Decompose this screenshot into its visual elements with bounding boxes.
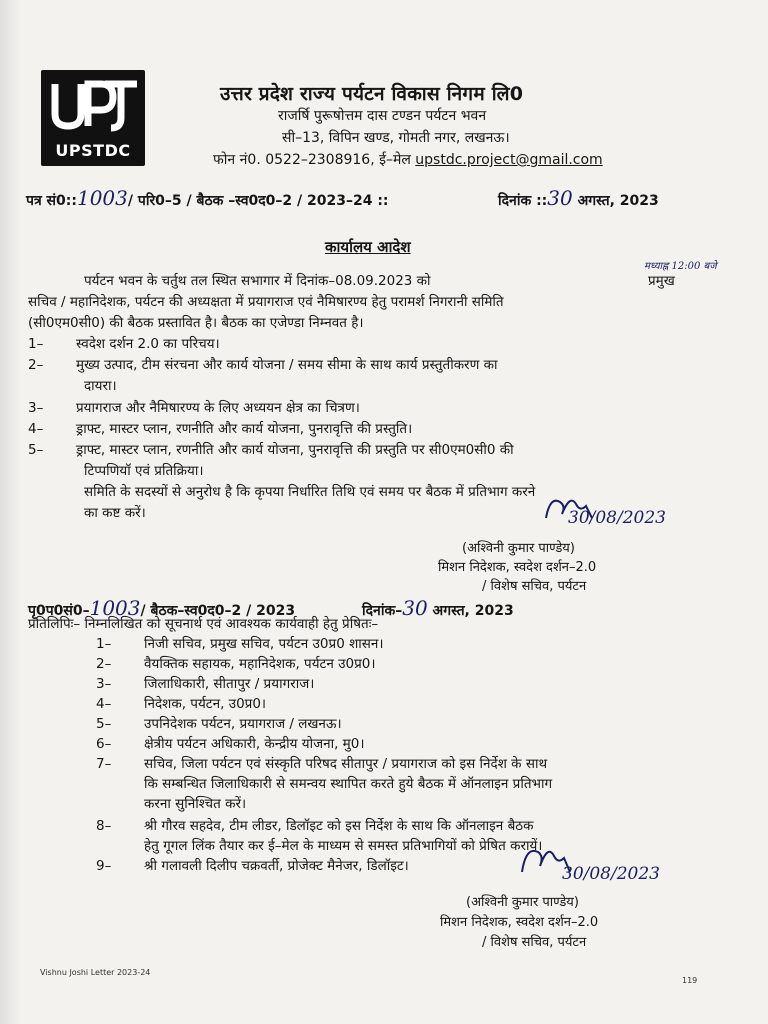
email-link[interactable]: upstdc.project@gmail.com [415, 152, 603, 168]
signature-2-designation: मिशन निदेशक, स्वदेश दर्शन–2.0 [440, 915, 599, 930]
recipient-item: 2– वैयक्तिक सहायक, महानिदेशक, पर्यटन उ0प्र0। [96, 656, 376, 672]
page-number: 119 [682, 976, 698, 985]
intro-line-1-end: प्रमुख [648, 273, 675, 289]
building-name: राजर्षि पुरूषोत्तम दास टण्डन पर्यटन भवन [278, 108, 487, 124]
request-line-2: का कष्ट करें। [84, 505, 146, 521]
ref-suffix: / परि0–5 / बैठक –स्व0द0–2 / 2023–24 :: [127, 193, 389, 209]
signature-1-name: (अश्विनी कुमार पाण्डेय) [462, 541, 575, 556]
recipient-item: 5– उपनिदेशक पर्यटन, प्रयागराज / लखनऊ। [96, 716, 342, 732]
agenda-item: 5– ड्राफ्ट, मास्टर प्लान, रणनीति और कार्य योजना, पुनरावृत्ति की प्रस्तुति पर सी0एम0सी0 की [28, 442, 514, 458]
agenda-item: 4– ड्राफ्ट, मास्टर प्लान, रणनीति और कार्य योजना, पुनरावृत्ति की प्रस्तुति। [28, 421, 413, 437]
copy-reference-line: पृ0प0सं0–1003/ बैठक–स्व0द0–2 / 2023 [28, 596, 296, 620]
footer-note: Vishnu Joshi Letter 2023-24 [40, 968, 151, 977]
copy-ref-number-handwritten: 1003 [89, 596, 141, 620]
office-order-title: कार्यालय आदेश [325, 238, 411, 256]
scan-edge-shadow [0, 0, 22, 1024]
intro-line-2: सचिव / महानिदेशक, पर्यटन की अध्यक्षता में प्रयागराज एवं नैमिषारण्य हेतु परामर्श निगरानी समिति [28, 294, 504, 310]
phone-label: फोन नं0. 0522–2308916, ई–मेल [213, 152, 416, 168]
copy-reference-date: दिनांक–30 अगस्त, 2023 [362, 596, 514, 620]
signature-1-title: / विशेष सचिव, पर्यटन [482, 579, 587, 594]
ref-number-handwritten: 1003 [76, 186, 128, 210]
address: सी–13, विपिन खण्ड, गोमती नगर, लखनऊ। [282, 130, 510, 146]
recipient-item: 7– सचिव, जिला पर्यटन एवं संस्कृति परिषद सीतापुर / प्रयागराज को इस निर्देश के साथ [96, 756, 548, 772]
upt-monogram-icon [41, 70, 145, 140]
ref-date-suffix: अगस्त, 2023 [572, 193, 659, 209]
ref-date-day-handwritten: 30 [547, 186, 573, 210]
recipient-item-cont: हेतु गूगल लिंक तैयार कर ई–मेल के माध्यम से समस्त प्रतिभागियों को प्रेषित करायें। [144, 838, 543, 854]
recipient-item: 1– निजी सचिव, प्रमुख सचिव, पर्यटन उ0प्र0 शासन। [96, 636, 384, 652]
agenda-item-cont: दायरा। [84, 378, 117, 394]
signature-2-name: (अश्विनी कुमार पाण्डेय) [466, 895, 579, 910]
handwritten-time: मध्याह्न 12:00 बजे [644, 261, 717, 272]
reference-date [498, 186, 659, 210]
recipient-item: 9– श्री गलावली दिलीप चक्रवर्ती, प्रोजेक्ट मैनेजर, डिलॉइट। [96, 858, 409, 874]
agenda-item: 1– स्वदेश दर्शन 2.0 का परिचय। [28, 336, 220, 352]
recipient-item-cont: करना सुनिश्चित करें। [144, 796, 247, 812]
signature-1-date: 30/08/2023 [568, 508, 666, 528]
recipient-item: 3– जिलाधिकारी, सीतापुर / प्रयागराज। [96, 676, 315, 692]
upstdc-logo [41, 70, 145, 166]
intro-line-3: (सी0एम0सी0) की बैठक प्रस्तावित है। बैठक का एजेण्डा निम्नवत है। [28, 315, 364, 331]
intro-line-1: पर्यटन भवन के चर्तुथ तल स्थित सभागार में दिनांक–08.09.2023 को [84, 273, 431, 289]
recipient-item: 6– क्षेत्रीय पर्यटन अधिकारी, केन्द्रीय योजना, मु0। [96, 736, 365, 752]
recipient-item-cont: कि सम्बन्धित जिलाधिकारी से समन्वय स्थापित करते हुये बैठक में ऑनलाइन प्रतिभाग [144, 776, 553, 792]
agenda-item: 3– प्रयागराज और नैमिषारण्य के लिए अध्ययन क्षेत्र का चित्रण। [28, 400, 360, 416]
signature-2-title: / विशेष सचिव, पर्यटन [482, 935, 587, 950]
reference-line [26, 186, 389, 210]
signature-1-designation: मिशन निदेशक, स्वदेश दर्शन–2.0 [438, 560, 597, 575]
request-line-1: समिति के सदस्यों से अनुरोध है कि कृपया निर्धारित तिथि एवं समय पर बैठक में प्रतिभाग करने [84, 484, 536, 500]
logo-text: UPSTDC [55, 141, 131, 160]
agenda-item: 2– मुख्य उत्पाद, टीम संरचना और कार्य योजना / समय सीमा के साथ कार्य प्रस्तुतीकरण का [28, 357, 498, 373]
ref-date-prefix: दिनांक :: [498, 193, 548, 209]
recipient-item: 4– निदेशक, पर्यटन, उ0प्र0। [96, 696, 267, 712]
copy-ref-date-handwritten: 30 [402, 596, 428, 620]
copy-intro: प्रतिलिपिः– निम्नलिखित को सूचनार्थ एवं आवश्यक कार्यवाही हेतु प्रेषितः– [28, 616, 379, 632]
agenda-item-cont: टिप्पणियॉ एवं प्रतिक्रिया। [84, 463, 204, 479]
org-name: उत्तर प्रदेश राज्य पर्यटन विकास निगम लि0 [220, 83, 524, 105]
recipient-item: 8– श्री गौरव सहदेव, टीम लीडर, डिलॉइट को इस निर्देश के साथ कि ऑनलाइन बैठक [96, 818, 534, 834]
signature-2-date: 30/08/2023 [562, 864, 660, 884]
contact-line [213, 150, 603, 169]
ref-prefix: पत्र सं0:: [26, 193, 77, 209]
